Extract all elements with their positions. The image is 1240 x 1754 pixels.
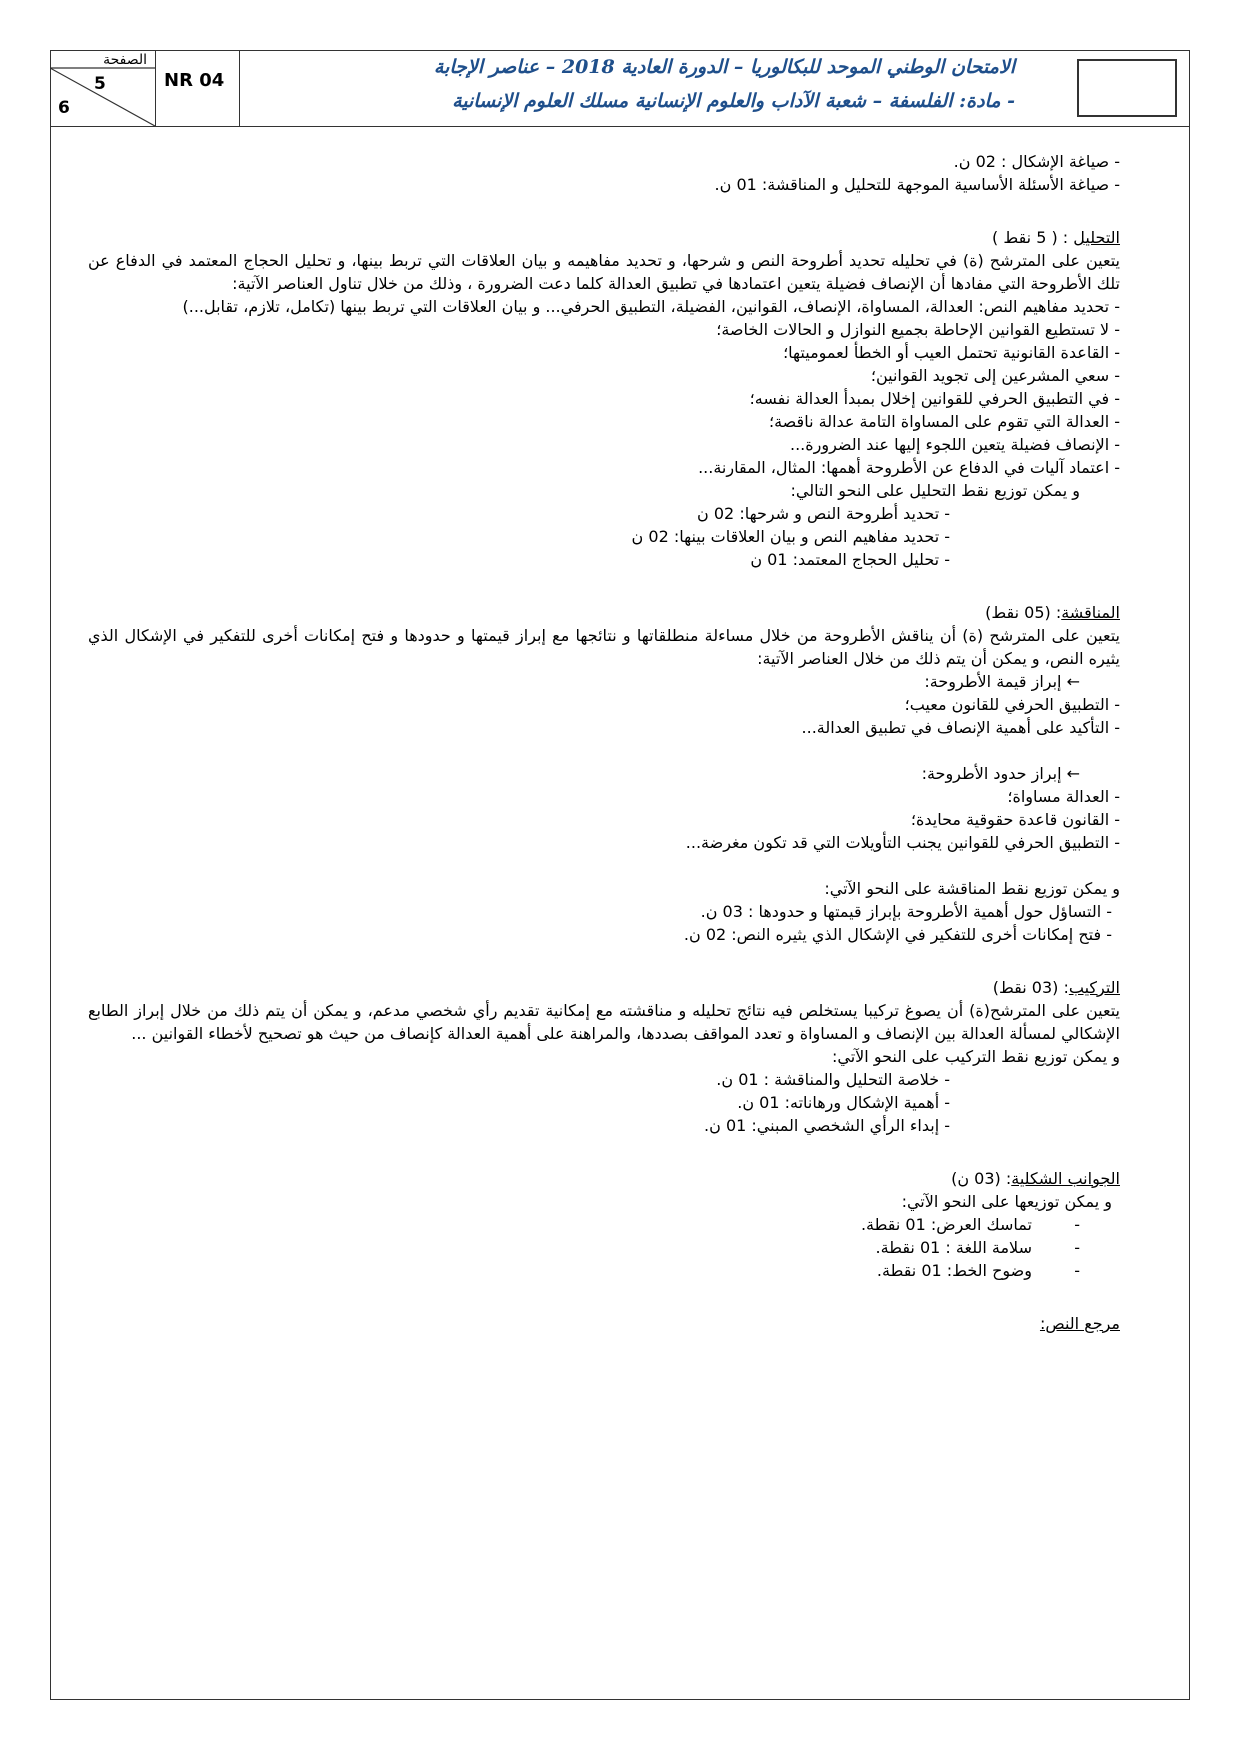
intro-item: - صياغة الأسئلة الأساسية الموجهة للتحليل و المناقشة: 01 ن.: [714, 175, 1120, 194]
page-label: الصفحة: [103, 52, 147, 68]
reference-heading: [88, 1312, 1120, 1335]
synthesis-dist-item: - أهمية الإشكال ورهاناته: 01 ن.: [737, 1093, 950, 1112]
page-number-box: [50, 50, 156, 126]
page-total: 6: [58, 98, 70, 118]
formal-dash: -: [1074, 1261, 1080, 1280]
synthesis-dist-intro: و يمكن توزيع نقط التركيب على النحو الآتي:: [832, 1047, 1120, 1066]
formal-dash: -: [1074, 1215, 1080, 1234]
discussion-limits-item: - القانون قاعدة حقوقية محايدة؛: [910, 810, 1120, 829]
synthesis-heading: [88, 976, 1120, 999]
synthesis-dist-item: - خلاصة التحليل والمناقشة : 01 ن.: [716, 1070, 950, 1089]
page-current: 5: [94, 74, 106, 94]
formal-dash: -: [1074, 1238, 1080, 1257]
analysis-item: - اعتماد آليات في الدفاع عن الأطروحة أهمها: المثال، المقارنة...: [698, 458, 1120, 477]
logo-box: [1077, 59, 1177, 117]
analysis-item: - لا تستطيع القوانين الإحاطة بجميع النوازل و الحالات الخاصة؛: [716, 320, 1120, 339]
exam-subject: - مادة: الفلسفة – شعبة الآداب والعلوم الإنسانية مسلك العلوم الإنسانية: [452, 90, 1015, 112]
discussion-limits-head: ← إبراز حدود الأطروحة:: [921, 764, 1080, 783]
discussion-paragraph: يتعين على المترشح (ة) أن يناقش الأطروحة من خلال مساءلة منطلقاتها و نتائجها مع إبراز قيمتها و حدودها و فتح إمكانات أخرى للتفكير في الإشكال الذي يثيره النص، و يمكن أن يتم ذلك من خلال العناصر الآتية:: [88, 626, 1120, 668]
formal-heading: [88, 1167, 1120, 1190]
discussion-dist-item: - التساؤل حول أهمية الأطروحة بإبراز قيمتها و حدودها : 03 ن.: [700, 902, 1112, 921]
discussion-limits-item: - التطبيق الحرفي للقوانين يجنب التأويلات التي قد تكون مغرضة...: [685, 833, 1120, 852]
reference-title: مرجع النص:: [1039, 1314, 1120, 1333]
discussion-points: : (05 نقط): [985, 603, 1062, 622]
discussion-heading: [88, 601, 1120, 624]
formal-dist-text: سلامة اللغة : 01 نقطة.: [875, 1238, 1032, 1257]
analysis-item: - القاعدة القانونية تحتمل العيب أو الخطأ لعموميتها؛: [783, 343, 1120, 362]
analysis-item: - في التطبيق الحرفي للقوانين إخلال بمبدأ العدالة نفسه؛: [749, 389, 1120, 408]
analysis-dist-intro: و يمكن توزيع نقط التحليل على النحو التالي:: [790, 481, 1080, 500]
discussion-dist-intro: و يمكن توزيع نقط المناقشة على النحو الآتي:: [824, 879, 1120, 898]
intro-item: - صياغة الإشكال : 02 ن.: [953, 152, 1120, 171]
formal-dist-item: [88, 1236, 1120, 1259]
exam-code-box: [156, 50, 240, 126]
synthesis-title: التركيب: [1068, 978, 1120, 997]
analysis-dist-item: - تحديد أطروحة النص و شرحها: 02 ن: [697, 504, 950, 523]
discussion-value-head: ← إبراز قيمة الأطروحة:: [924, 672, 1080, 691]
analysis-dist-item: - تحليل الحجاج المعتمد: 01 ن: [750, 550, 950, 569]
exam-title-area: [240, 50, 1190, 126]
discussion-value-item: - التأكيد على أهمية الإنصاف في تطبيق العدالة...: [801, 718, 1120, 737]
formal-dist-item: [88, 1213, 1120, 1236]
analysis-item: - العدالة التي تقوم على المساواة التامة عدالة ناقصة؛: [769, 412, 1120, 431]
formal-dist-item: [88, 1259, 1120, 1282]
synthesis-points: : (03 نقط): [992, 978, 1069, 997]
discussion-value-item: - التطبيق الحرفي للقانون معيب؛: [904, 695, 1120, 714]
analysis-item: - الإنصاف فضيلة يتعين اللجوء إليها عند الضرورة...: [790, 435, 1120, 454]
exam-title: الامتحان الوطني الموحد للبكالوريا – الدورة العادية 2018 – عناصر الإجابة: [433, 56, 1015, 78]
analysis-heading: [88, 226, 1120, 249]
header-separator: [50, 126, 1190, 127]
analysis-concepts: - تحديد مفاهيم النص: العدالة، المساواة، الإنصاف، القوانين، الفضيلة، التطبيق الحرفي... و بيان العلاقات التي تربط بينها (تكامل، تلازم، تقابل...): [182, 297, 1120, 316]
discussion-limits-item: - العدالة مساواة؛: [1007, 787, 1120, 806]
formal-dist-text: تماسك العرض: 01 نقطة.: [860, 1215, 1032, 1234]
formal-dist-intro: و يمكن توزيعها على النحو الآتي:: [901, 1192, 1112, 1211]
analysis-paragraph: يتعين على المترشح (ة) في تحليله تحديد أطروحة النص و شرحها، و تحديد مفاهيمه و بيان العلاقات التي تربط بينها، و تحليل الحجاج المعتمد في الدفاع عن تلك الأطروحة التي مفادها أن الإنصاف فضيلة يتعين اعتمادها في تطبيق العدالة كلما دعت الضرورة ، وذلك من خلال تناول العناصر الآتية:: [88, 251, 1120, 293]
formal-points: : (03 ن): [951, 1169, 1012, 1188]
formal-title: الجوانب الشكلية: [1011, 1169, 1120, 1188]
analysis-points: : ( 5 نقط ): [992, 228, 1074, 247]
synthesis-dist-item: - إبداء الرأي الشخصي المبني: 01 ن.: [704, 1116, 950, 1135]
exam-code: NR 04: [164, 70, 225, 91]
analysis-dist-item: - تحديد مفاهيم النص و بيان العلاقات بينها: 02 ن: [631, 527, 950, 546]
analysis-item: - سعي المشرعين إلى تجويد القوانين؛: [870, 366, 1120, 385]
formal-dist-text: وضوح الخط: 01 نقطة.: [876, 1261, 1032, 1280]
answer-content: [88, 150, 1120, 1335]
discussion-dist-item: - فتح إمكانات أخرى للتفكير في الإشكال الذي يثيره النص: 02 ن.: [683, 925, 1112, 944]
discussion-title: المناقشة: [1061, 603, 1120, 622]
analysis-title: التحليل: [1073, 228, 1120, 247]
synthesis-paragraph: يتعين على المترشح(ة) أن يصوغ تركيبا يستخلص فيه نتائج تحليله و مناقشته مع إمكانية تقديم رأي شخصي مدعم، و يمكن أن يتم ذلك من خلال إبراز الطابع الإشكالي لمسألة العدالة بين الإنصاف و المساواة و تعدد المواقف بصددها، والمراهنة على أهمية العدالة كإنصاف من حيث هو تصحيح لأخطاء القوانين ...: [88, 1001, 1120, 1043]
